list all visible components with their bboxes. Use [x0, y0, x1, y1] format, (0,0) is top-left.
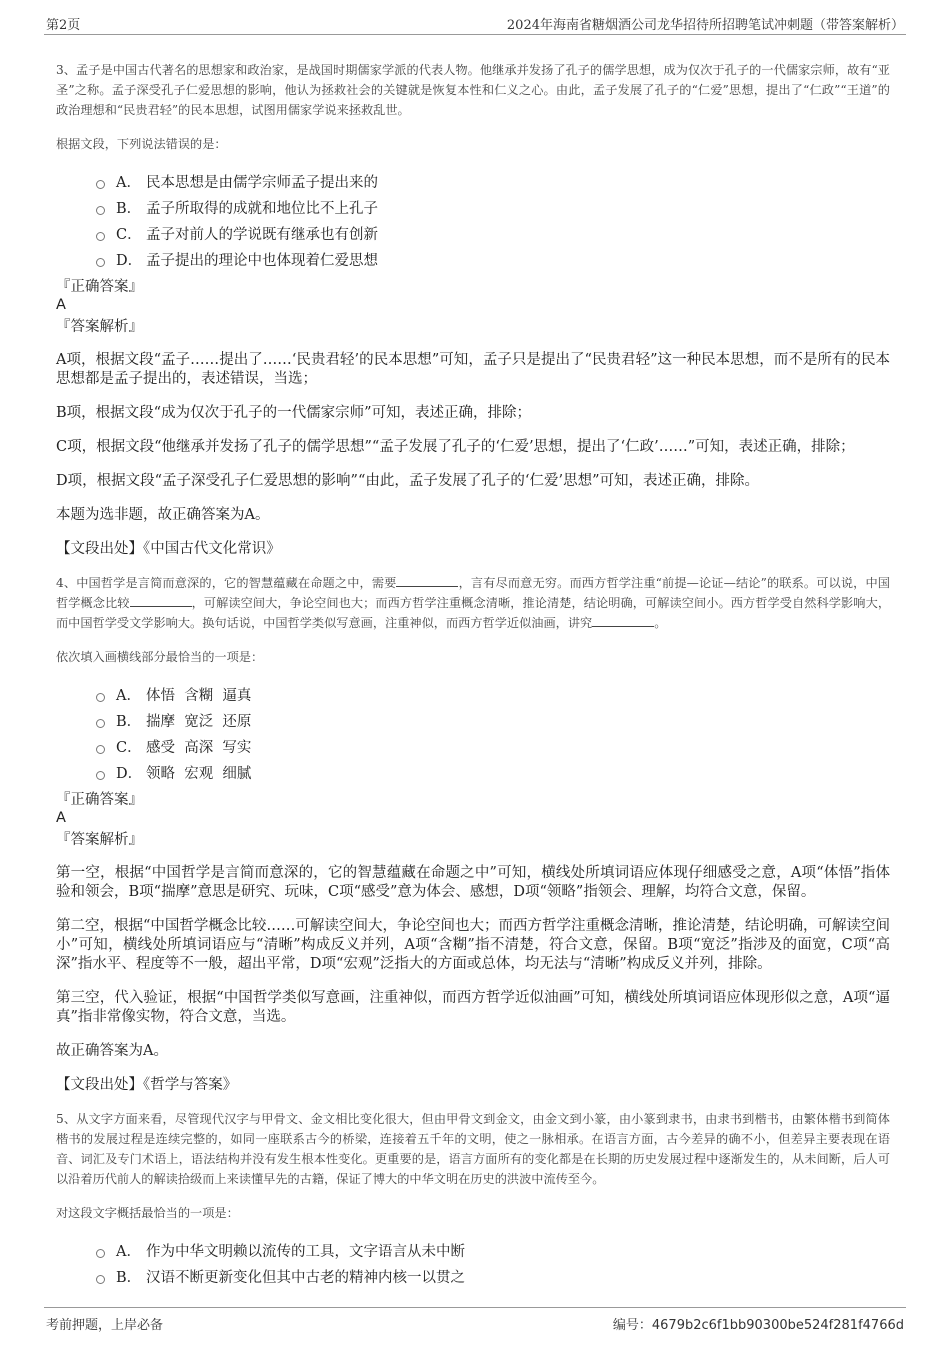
page-header: [44, 14, 906, 35]
question-3-prompt: 根据文段，下列说法错误的是：: [56, 137, 227, 151]
analysis-label: 『答案解析』: [56, 832, 143, 848]
correct-answer-label: 『正确答案』: [56, 792, 143, 808]
option-c[interactable]: C． 感受 高深 写实: [96, 735, 890, 761]
radio-icon[interactable]: [96, 745, 105, 754]
question-4-analysis: [56, 864, 890, 1061]
radio-icon[interactable]: [96, 693, 105, 702]
analysis-paragraph: A项，根据文段“孟子……提出了……‘民贵君轻’的民本思想”可知，孟子只是提出了“民贵君轻”这一种民本思想，而不是所有的民本思想都是孟子提出的，表述错误，当选；: [56, 352, 890, 387]
analysis-paragraph: 第二空，根据“中国哲学概念比较……可解读空间大，争论空间也大；而西方哲学注重概念清晰，推论清楚，结论明确，可解读空间小”可知，横线处所填词语应与“清晰”构成反义并列，A项“含糊”指不清楚，符合文意，保留。B项“宽泛”指涉及的面宽，C项“高深”指水平、程度等不一般，超出平常，D项“宏观”泛指大的方面或总体，均无法与“清晰”构成反义并列，排除。: [56, 918, 890, 972]
radio-icon[interactable]: [96, 180, 105, 189]
blank-line: [396, 574, 458, 587]
footer-slogan: 考前押题，上岸必备: [46, 1318, 164, 1333]
document-code: 4679b2c6f1bb90300be524f281f4766d: [651, 1318, 904, 1333]
question-5-text: 5、从文字方面来看，尽管现代汉字与甲骨文、金文相比变化很大，但由甲骨文到金文，由金文到小篆，由小篆到隶书，由隶书到楷书，由繁体楷书到简体楷书的发展过程是连续完整的，如同一座联系古今的桥梁，连接着五千年的文明，使之一脉相承。在语言方面，古今差异的确不小，但差异主要表现在语音、词汇及专门术语上，语法结构并没有发生根本性变化。更重要的是，语言方面所有的变化都是在长期的历史发展过程中逐渐发生的，从未间断，后人可以沿着历代前人的解读拾级而上来读懂早先的古籍，保证了博大的中华文明在历史的洪波中流传至今。: [56, 1112, 890, 1186]
page-footer: [44, 1307, 906, 1332]
option-b[interactable]: B． 揣摩 宽泛 还原: [96, 709, 890, 735]
page-number: 第2页: [46, 18, 81, 33]
analysis-paragraph: D项，根据文段“孟子深受孔子仁爱思想的影响”“由此，孟子发展了孔子的‘仁爱’思想”可知，表述正确，排除。: [56, 473, 759, 489]
analysis-paragraph: 本题为选非题，故正确答案为A。: [56, 507, 270, 523]
option-b[interactable]: B． 汉语不断更新变化但其中古老的精神内核一以贯之: [96, 1265, 890, 1291]
option-b[interactable]: B． 孟子所取得的成就和地位比不上孔子: [96, 196, 890, 222]
analysis-paragraph: 第一空，根据“中国哲学是言简而意深的，它的智慧蕴藏在命题之中”可知，横线处所填词语应体现仔细感受之意，A项“体悟”指体验和领会，B项“揣摩”意思是研究、玩味，C项“感受”意为体会、感想，D项“领略”指领会、理解，均符合文意，保留。: [56, 865, 890, 900]
document-id: 编号：4679b2c6f1bb90300be524f281f4766d: [612, 1318, 904, 1333]
analysis-label: 『答案解析』: [56, 319, 143, 335]
option-a[interactable]: A． 体悟 含糊 逼真: [96, 683, 890, 709]
analysis-paragraph: C项，根据文段“他继承并发扬了孔子的儒学思想”“孟子发展了孔子的‘仁爱’思想，提出了‘仁政’……”可知，表述正确，排除；: [56, 439, 855, 455]
option-c[interactable]: C． 孟子对前人的学说既有继承也有创新: [96, 222, 890, 248]
correct-answer-label: 『正确答案』: [56, 279, 143, 295]
radio-icon[interactable]: [96, 771, 105, 780]
question-5: [56, 1109, 890, 1291]
radio-icon[interactable]: [96, 719, 105, 728]
correct-answer: A: [56, 810, 66, 826]
option-a[interactable]: A． 作为中华文明赖以流传的工具，文字语言从未中断: [96, 1239, 890, 1265]
question-3-analysis: [56, 351, 890, 525]
blank-line: [130, 594, 192, 607]
question-4: [56, 573, 890, 1095]
option-a[interactable]: A． 民本思想是由儒学宗师孟子提出来的: [96, 170, 890, 196]
source-citation: 【文段出处】《中国古代文化常识》: [56, 541, 281, 557]
question-5-prompt: 对这段文字概括最恰当的一项是：: [56, 1206, 239, 1220]
page-content: [56, 60, 890, 1291]
question-4-options: [96, 683, 890, 787]
source-citation: 【文段出处】《哲学与答案》: [56, 1077, 238, 1093]
option-d[interactable]: D． 领略 宏观 细腻: [96, 761, 890, 787]
radio-icon[interactable]: [96, 206, 105, 215]
question-3-text: 3、孟子是中国古代著名的思想家和政治家，是战国时期儒家学派的代表人物。他继承并发扬了孔子的儒学思想，成为仅次于孔子的一代儒家宗师，故有“亚圣”之称。孟子深受孔子仁爱思想的影响，他认为拯救社会的关键就是恢复本性和仁义之心。由此，孟子发展了孔子的“仁爱”思想，提出了“仁政”“王道”的政治理想和“民贵君轻”的民本思想，试图用儒家学说来拯救乱世。: [56, 63, 890, 117]
correct-answer: A: [56, 297, 66, 313]
question-5-options: [96, 1239, 890, 1291]
analysis-paragraph: 第三空，代入验证，根据“中国哲学类似写意画，注重神似，而西方哲学近似油画”可知，横线处所填词语应体现形似之意，A项“逼真”指非常像实物，符合文意，当选。: [56, 990, 890, 1025]
radio-icon[interactable]: [96, 1249, 105, 1258]
analysis-paragraph: 故正确答案为A。: [56, 1043, 168, 1059]
document-title: 2024年海南省糖烟酒公司龙华招待所招聘笔试冲刺题（带答案解析）: [506, 18, 904, 33]
radio-icon[interactable]: [96, 232, 105, 241]
question-4-text: 4、中国哲学是言简而意深的，它的智慧蕴藏在命题之中，需要 ，言有尽而意无穷。而西方哲学注重“前提—论证—结论”的联系。可以说，中国哲学概念比较 ，可解读空间大，争论空间也大；而西方哲学注重概念清晰，推论清楚，结论明确，可解读空间小。西方哲学受自然科学影响大，而中国哲学受文学影响大。换句话说，中国哲学类似写意画，注重神似，而西方哲学近似油画，讲究 。: [56, 576, 891, 630]
radio-icon[interactable]: [96, 258, 105, 267]
analysis-paragraph: B项，根据文段“成为仅次于孔子的一代儒家宗师”可知，表述正确，排除；: [56, 405, 531, 421]
question-3-options: [96, 170, 890, 274]
radio-icon[interactable]: [96, 1275, 105, 1284]
question-4-prompt: 依次填入画横线部分最恰当的一项是：: [56, 650, 264, 664]
blank-line: [592, 614, 654, 627]
question-3: [56, 60, 890, 559]
option-d[interactable]: D． 孟子提出的理论中也体现着仁爱思想: [96, 248, 890, 274]
